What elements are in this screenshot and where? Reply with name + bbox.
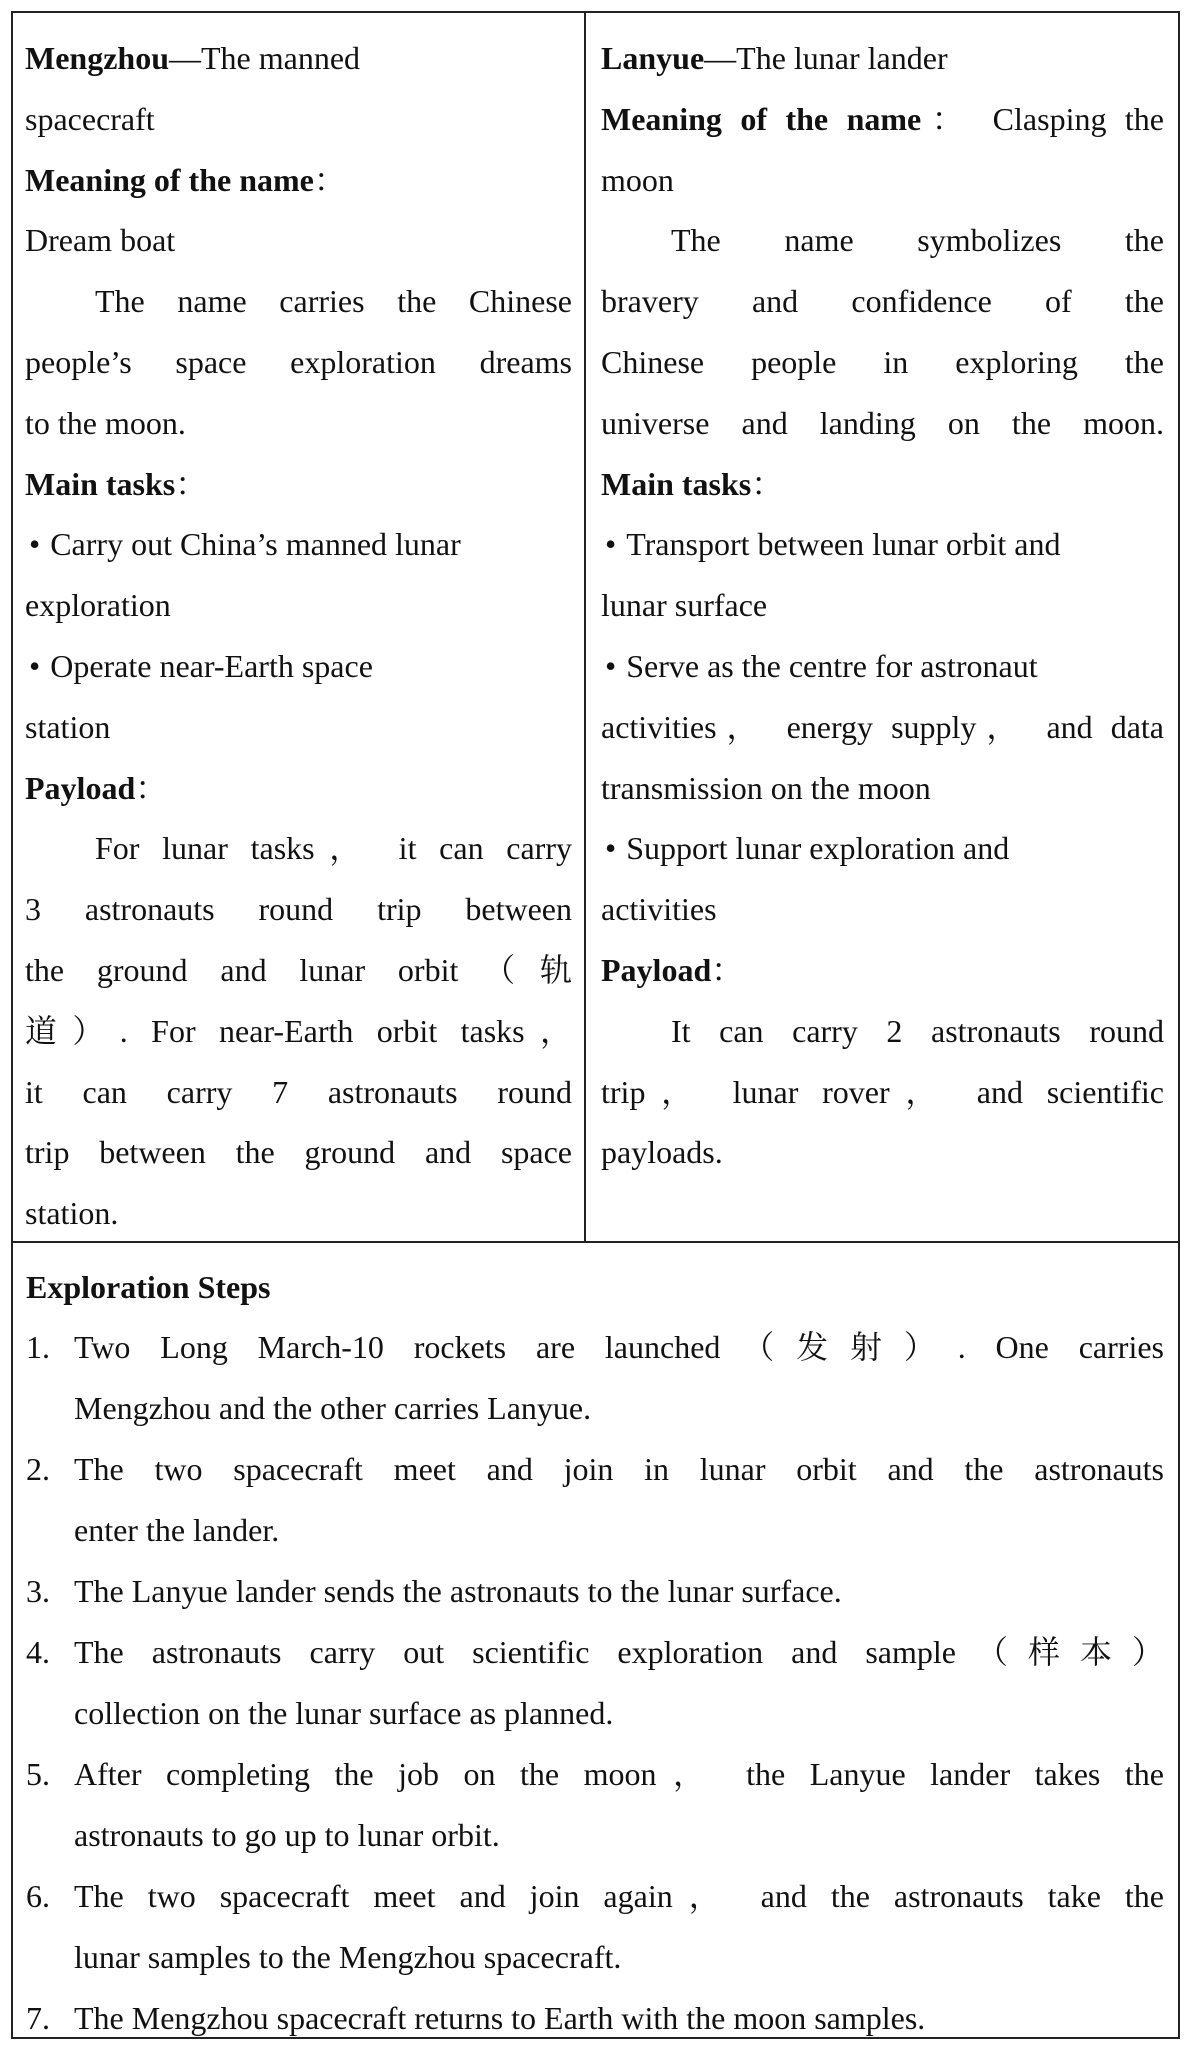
step-item	[26, 1744, 1164, 1866]
bullet-icon: •	[605, 526, 617, 563]
lanyue-meaning-desc-line: bravery and confidence of the	[601, 283, 1164, 320]
step-line: lunar samples to the Mengzhou spacecraft.	[74, 1939, 622, 1975]
lanyue-meaning-value-cont: moon	[601, 161, 674, 198]
meaning-label: Meaning of the name	[25, 161, 314, 198]
step-line: collection on the lunar surface as planned.	[74, 1695, 614, 1731]
lanyue-payload-heading	[601, 940, 1164, 1001]
lanyue-tasks-heading	[601, 454, 1164, 515]
mengzhou-name: Mengzhou	[25, 40, 169, 76]
step-number: 7.	[26, 2000, 50, 2036]
mengzhou-payload-heading	[25, 758, 572, 819]
task-text: Operate near-Earth space	[50, 647, 373, 684]
step-line: The astronauts carry out scientific exploration and sample（样本）	[74, 1634, 1164, 1670]
tasks-colon: ：	[175, 465, 208, 502]
step-item	[26, 1988, 1164, 2049]
lanyue-meaning-heading	[601, 89, 1164, 150]
task-text: Support lunar exploration and	[626, 830, 1010, 867]
payload-colon: ：	[711, 951, 744, 988]
step-line: Two Long March-10 rockets are launched（发射）. One carries	[74, 1329, 1164, 1365]
exploration-steps-section	[11, 1241, 1180, 2039]
step-number: 5.	[26, 1756, 50, 1792]
lanyue-task-item	[601, 514, 1164, 575]
lanyue-payload-line: trip， lunar rover， and scientific	[601, 1073, 1164, 1110]
task-text: Transport between lunar orbit and	[626, 526, 1061, 563]
mengzhou-payload-line: trip between the ground and space	[25, 1134, 572, 1171]
mengzhou-heading	[25, 28, 572, 89]
lanyue-task-item-cont: activities， energy supply， and data	[601, 708, 1164, 745]
meaning-colon: ：	[921, 100, 975, 137]
lanyue-meaning-desc-line: universe and landing on the moon.	[601, 404, 1164, 441]
lanyue-task-item-cont: transmission on the moon	[601, 769, 931, 806]
step-line: The Mengzhou spacecraft returns to Earth with the moon samples.	[74, 2000, 926, 2036]
tasks-label: Main tasks	[601, 465, 752, 502]
task-text: Serve as the centre for astronaut	[626, 647, 1038, 684]
step-number: 4.	[26, 1634, 50, 1670]
lanyue-subtitle: —The lunar lander	[704, 40, 948, 76]
meaning-label: Meaning of the name	[601, 100, 922, 137]
mengzhou-meaning-value: Dream boat	[25, 222, 176, 259]
tasks-colon: ：	[751, 465, 784, 502]
step-item	[26, 1317, 1164, 1439]
mengzhou-meaning-desc-line: The name carries the Chinese	[95, 283, 572, 320]
payload-label: Payload	[25, 769, 136, 806]
mengzhou-tasks-heading	[25, 454, 572, 515]
task-text: Carry out China’s manned lunar	[50, 526, 461, 563]
lanyue-task-item	[601, 636, 1164, 697]
bullet-icon: •	[29, 526, 41, 563]
step-line: enter the lander.	[74, 1512, 280, 1548]
lanyue-column	[586, 13, 1178, 1241]
mengzhou-meaning-desc-line: to the moon.	[25, 404, 186, 441]
lanyue-task-item-cont: activities	[601, 891, 717, 928]
step-line: Mengzhou and the other carries Lanyue.	[74, 1390, 592, 1426]
step-line: After completing the job on the moon， the Lanyue lander takes the	[74, 1756, 1164, 1792]
step-line: The two spacecraft meet and join again， and the astronauts take the	[74, 1878, 1164, 1914]
mengzhou-payload-line: 道）. For near-Earth orbit tasks，	[25, 1012, 572, 1049]
lanyue-payload-line: payloads.	[601, 1134, 723, 1171]
lanyue-meaning-value: Clasping the	[992, 100, 1164, 137]
step-line: astronauts to go up to lunar orbit.	[74, 1817, 500, 1853]
step-number: 6.	[26, 1878, 50, 1914]
mengzhou-subtitle: —The manned	[169, 40, 361, 76]
lanyue-task-item	[601, 818, 1164, 879]
mengzhou-column	[13, 13, 586, 1241]
step-number: 1.	[26, 1329, 50, 1365]
lanyue-heading	[601, 28, 1164, 89]
mengzhou-payload-line: the ground and lunar orbit（轨	[25, 951, 572, 988]
step-item	[26, 1439, 1164, 1561]
mengzhou-meaning-heading	[25, 150, 572, 211]
step-line: The two spacecraft meet and join in lunar orbit and the astronauts	[74, 1451, 1164, 1487]
step-number: 2.	[26, 1451, 50, 1487]
tasks-label: Main tasks	[25, 465, 176, 502]
bullet-icon: •	[29, 647, 41, 684]
lanyue-task-item-cont: lunar surface	[601, 587, 768, 624]
payload-colon: ：	[135, 769, 168, 806]
mengzhou-task-item-cont: station	[25, 708, 111, 745]
step-item	[26, 1866, 1164, 1988]
lanyue-meaning-desc-line: The name symbolizes the	[671, 222, 1164, 259]
mengzhou-task-item-cont: exploration	[25, 587, 171, 624]
steps-title: Exploration Steps	[26, 1269, 271, 1305]
step-item	[26, 1561, 1164, 1622]
lanyue-meaning-desc-line: Chinese people in exploring the	[601, 343, 1164, 380]
lanyue-name: Lanyue	[601, 40, 705, 76]
mengzhou-task-item	[25, 514, 572, 575]
lanyue-payload-line: It can carry 2 astronauts round	[671, 1012, 1164, 1049]
bullet-icon: •	[605, 647, 617, 684]
mengzhou-task-item	[25, 636, 572, 697]
payload-label: Payload	[601, 951, 712, 988]
mengzhou-payload-line: it can carry 7 astronauts round	[25, 1073, 572, 1110]
mengzhou-payload-line: 3 astronauts round trip between	[25, 891, 572, 928]
mengzhou-subtitle-cont: spacecraft	[25, 100, 155, 137]
mengzhou-payload-line: For lunar tasks， it can carry	[95, 830, 572, 867]
meaning-colon: ：	[313, 161, 346, 198]
step-number: 3.	[26, 1573, 50, 1609]
mengzhou-payload-line: station.	[25, 1195, 119, 1232]
comparison-table	[11, 11, 1180, 1241]
step-item	[26, 1622, 1164, 1744]
bullet-icon: •	[605, 830, 617, 867]
mengzhou-meaning-desc-line: people’s space exploration dreams	[25, 343, 572, 380]
step-line: The Lanyue lander sends the astronauts to the lunar surface.	[74, 1573, 842, 1609]
